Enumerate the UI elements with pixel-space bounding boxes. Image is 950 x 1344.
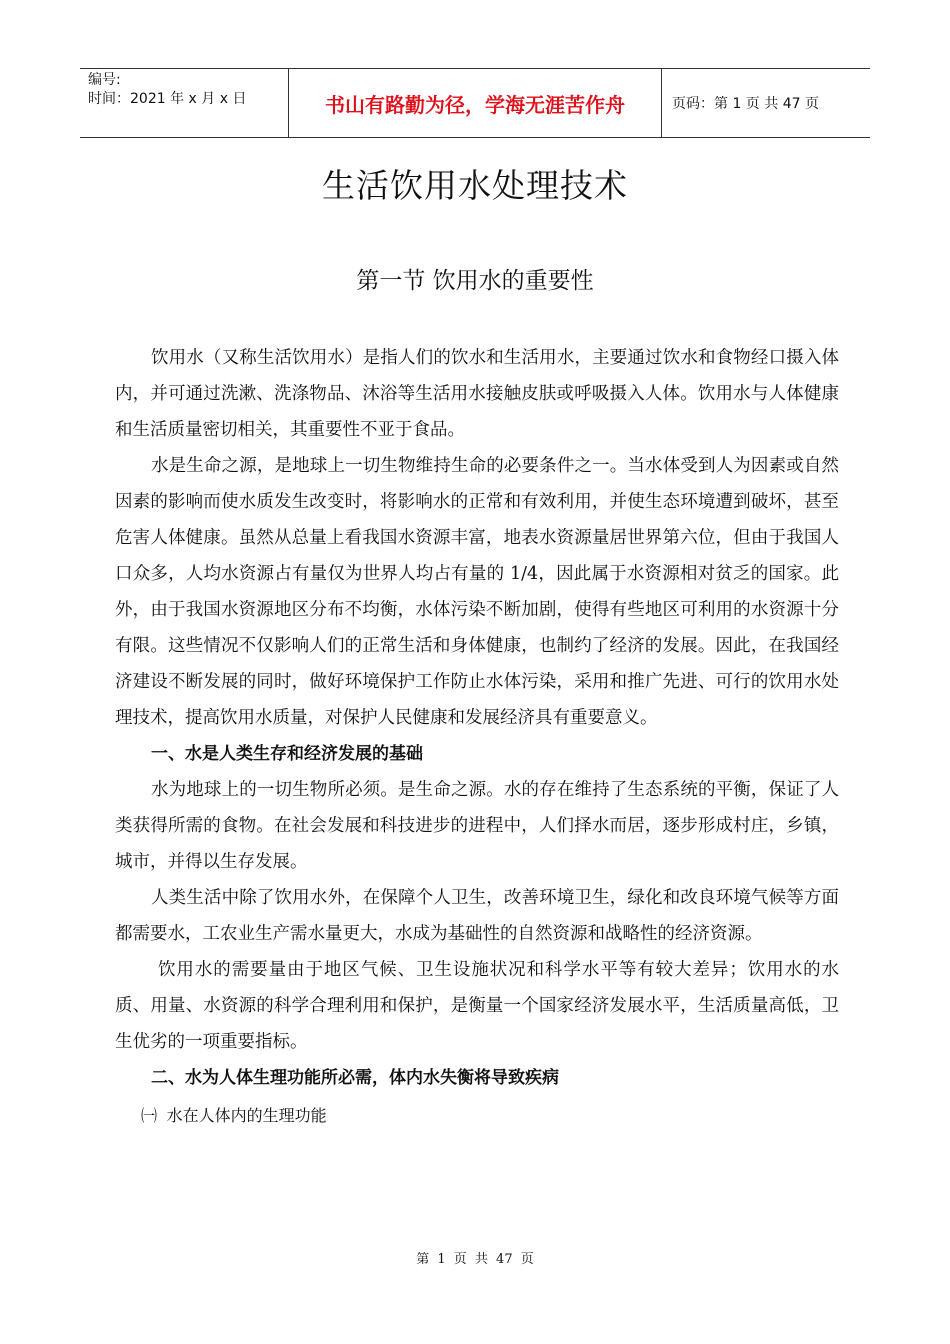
page-footer: 第 1 页 共 47 页 [416,1252,534,1267]
paragraph: 饮用水（又称生活饮用水）是指人们的饮水和生活用水，主要通过饮水和食物经口摄入体内，并可通过洗漱、洗涤物品、沐浴等生活用水接触皮肤或呼吸摄入人体。饮用水与人体健康和生活质量密切相关，其重要性不亚于食品。 [115,348,839,440]
paragraph: 饮用水的需要量由于地区气候、卫生设施状况和科学水平等有较大差异；饮用水的水质、用量、水资源的科学合理利用和保护，是衡量一个国家经济发展水平，生活质量高低，卫生优劣的一项重要指标。 [115,960,839,1052]
time-label: 时间：2021 年 x 月 x 日 [88,91,247,107]
document-header [80,68,870,138]
document-body [115,340,839,1134]
paragraph: 人类生活中除了饮用水外，在保障个人卫生，改善环境卫生，绿化和改良环境气候等方面都需要水，工农业生产需水量更大，水成为基础性的自然资源和战略性的经济资源。 [115,888,839,944]
sub-subheading: ㈠ 水在人体内的生理功能 [141,1106,327,1125]
paragraph: 水为地球上的一切生物所必须。是生命之源。水的存在维持了生态系统的平衡，保证了人类获得所需的食物。在社会发展和科技进步的进程中，人们择水而居，逐步形成村庄，乡镇，城市，并得以生存发展。 [115,780,839,872]
number-label: 编号: [88,72,121,88]
header-meta [80,69,289,137]
header-motto: 书山有路勤为径，学海无涯苦作舟 [289,69,662,137]
document-title: 生活饮用水处理技术 [322,166,628,205]
subheading: 一、水是人类生存和经济发展的基础 [151,744,423,764]
header-page-info: 页码：第 1 页 共 47 页 [672,96,819,112]
section-title: 第一节 饮用水的重要性 [356,268,594,294]
paragraph: 水是生命之源，是地球上一切生物维持生命的必要条件之一。当水体受到人为因素或自然因素的影响而使水质发生改变时，将影响水的正常和有效利用，并使生态环境遭到破坏，甚至危害人体健康。虽然从总量上看我国水资源丰富，地表水资源量居世界第六位，但由于我国人口众多，人均水资源占有量仅为世界人均占有量的 1/4，因此属于水资源相对贫乏的国家。此外，由于我国水资源地区分布不均衡，水体污染不断加剧，使得有些地区可利用的水资源十分有限。这些情况不仅影响人们的正常生活和身体健康，也制约了经济的发展。因此，在我国经济建设不断发展的同时，做好环境保护工作防止水体污染，采用和推广先进、可行的饮用水处理技术，提高饮用水质量，对保护人民健康和发展经济具有重要意义。 [115,456,839,728]
subheading: 二、水为人体生理功能所必需，体内水失衡将导致疾病 [151,1068,559,1088]
